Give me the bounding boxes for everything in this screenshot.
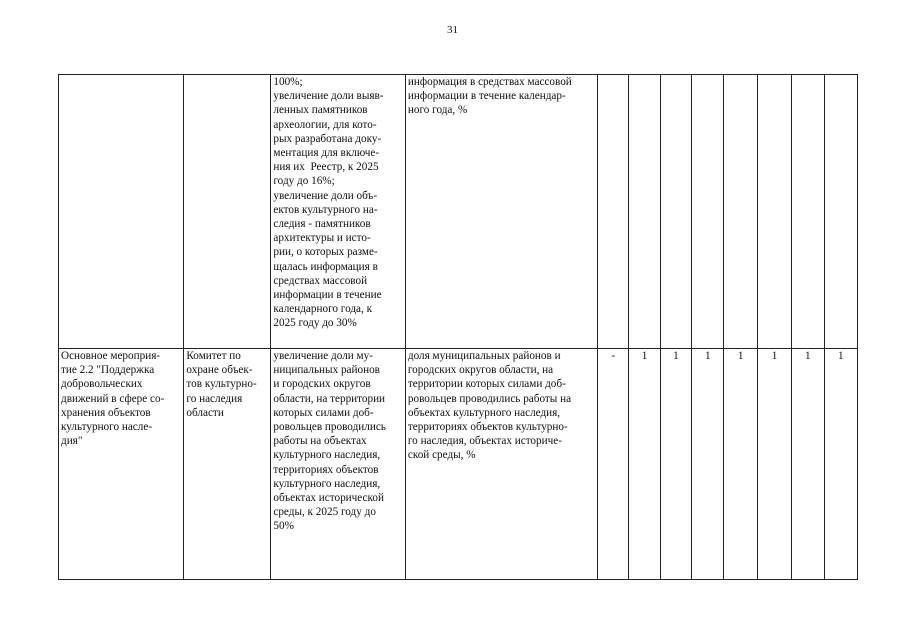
value-cell <box>824 75 857 349</box>
value-cell <box>692 75 724 349</box>
activity-cell: Основное мероприя- тие 2.2 "Поддержка добровольческих движений в сфере со- хранения объектов культурного насле- дия" <box>59 349 184 580</box>
value-cell <box>757 75 791 349</box>
table-row <box>59 75 858 349</box>
value-cell: 1 <box>792 349 824 580</box>
value-cell <box>629 75 660 349</box>
value-cell <box>792 75 824 349</box>
value-cell: 1 <box>692 349 724 580</box>
value-cell: 1 <box>824 349 857 580</box>
indicator-cell: информация в средствах массовой информации в течение календар- ного года, % <box>405 75 597 349</box>
value-cell: 1 <box>757 349 791 580</box>
value-cell: 1 <box>660 349 691 580</box>
value-cell <box>660 75 691 349</box>
value-cell <box>724 75 757 349</box>
value-cell: 1 <box>629 349 660 580</box>
program-table <box>58 74 858 580</box>
value-cell: - <box>598 349 629 580</box>
executor-cell <box>184 75 271 349</box>
value-cell: 1 <box>724 349 757 580</box>
table-row <box>59 349 858 580</box>
activity-cell <box>59 75 184 349</box>
executor-cell: Комитет по охране объек- тов культурно- го наследия области <box>184 349 271 580</box>
indicator-cell: доля муниципальных районов и городских округов области, на территории которых силами доб- ровольцев проводились работы на объектах культурного наследия, территориях объектов культурно- го наследия, объектах историче- ской среды, % <box>405 349 597 580</box>
goal-cell: 100%; увеличение доли выяв- ленных памятников археологии, для кото- рых разработана доку- ментация для включе- ния их Реестр, к 2025 году до 16%; увеличение доли объ- ектов культурного на- следия - памятников архитектуры и исто- рии, о которых разме- щалась информация в средствах массовой информации в течение календарного года, к 2025 году до 30% <box>271 75 406 349</box>
goal-cell: увеличение доли му- ниципальных районов и городских округов области, на территории которых силами доб- ровольцев проводились работы на объектах культурного наследия, территориях объектов культурного наследия, объектах исторической среды, к 2025 году до 50% <box>271 349 406 580</box>
page-number: 31 <box>447 24 458 36</box>
value-cell <box>598 75 629 349</box>
